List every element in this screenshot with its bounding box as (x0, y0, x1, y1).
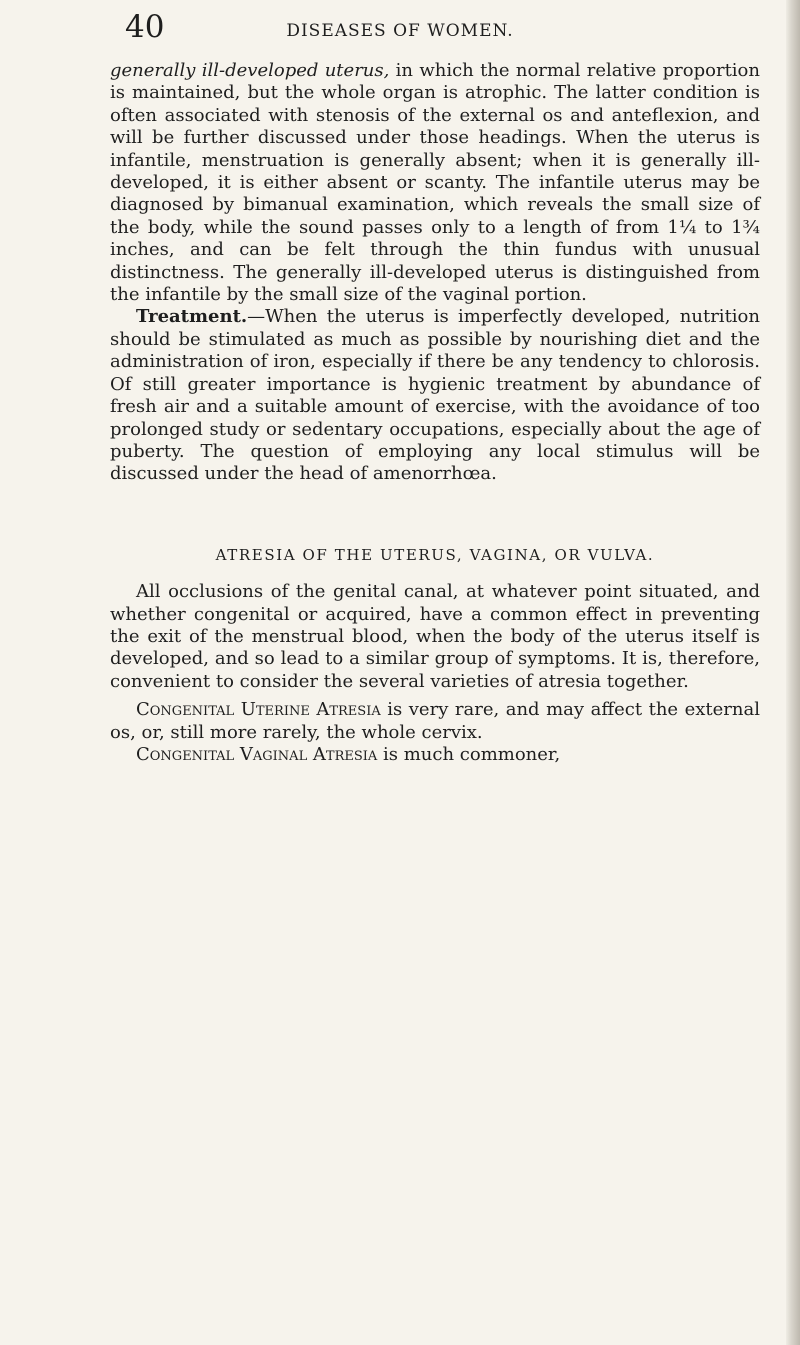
treatment-heading: Treatment. (136, 306, 248, 328)
paragraph-uterus-development (110, 60, 760, 306)
italic-lead-text: generally ill-developed uterus, (110, 60, 390, 81)
paragraph-text: in which the normal relative proportion is maintained, but the whole organ is atrophic. The latter condition is often associated with stenosis of the external os and anteflexion, and will be further discussed under those headings. When the uterus is infantile, menstruation is generally absent; when it is generally ill-developed, it is either absent or scanty. The infantile uterus may be diagnosed by bimanual examination, which reveals the small size of the body, while the sound passes only to a length of from 1¼ to 1¾ inches, and can be felt through the thin fundus with unusual distinctness. The generally ill-developed uterus is distinguished from the infantile by the small size of the vaginal portion. (110, 60, 760, 306)
page-number: 40 (125, 9, 165, 45)
paragraph-text: is very rare, and may affect the external os, or, still more rarely, the whole cervix. (110, 699, 760, 743)
paragraph-text: is much commoner, (377, 743, 561, 765)
paragraph-vaginal-atresia (110, 744, 760, 766)
paragraph-atresia-overview: All occlusions of the genital canal, at whatever point situated, and whether congenital or acquired, have a common effect in preventing the exit of the menstrual blood, when the body of the uterus itself is developed, and so lead to a similar group of symptoms. It is, therefore, convenient to consider the several varieties of atresia together. (110, 581, 760, 692)
page-content (110, 60, 760, 766)
running-head: DISEASES OF WOMEN. (286, 21, 514, 41)
section-heading: ATRESIA OF THE UTERUS, VAGINA, OR VULVA. (215, 545, 655, 564)
paragraph-treatment (110, 306, 760, 485)
paragraph-text: —When the uterus is imperfectly developed, nutrition should be stimulated as much as possible by nourishing diet and the administration of iron, especially if there be any tendency to chlorosis. Of still greater importance is hygienic treatment by abundance of fresh air and a suitable amount of exercise, with the avoidance of too prolonged study or sedentary occupations, especially about the age of puberty. The question of employing any local stimulus will be discussed under the head of amenorrhœa. (110, 306, 760, 485)
small-caps-lead-text: Congenital Vaginal Atresia (136, 743, 378, 765)
paragraph-uterine-atresia (110, 699, 760, 744)
page-edge-shadow (786, 0, 800, 1345)
small-caps-lead-text: Congenital Uterine Atresia (136, 699, 381, 721)
